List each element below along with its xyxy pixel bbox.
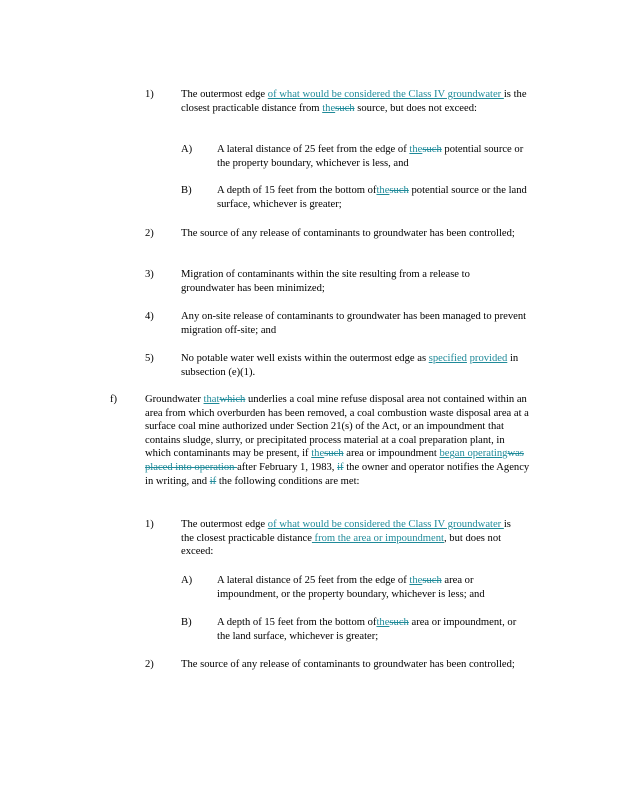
item-number: f)	[110, 394, 118, 405]
text-run: A depth of 15 feet from the bottom of	[217, 185, 377, 196]
item-text	[217, 574, 529, 601]
text-run: A lateral distance of 25 feet from the edge of	[217, 144, 410, 155]
item-number: 5)	[145, 353, 154, 364]
text-run: The outermost edge	[181, 89, 268, 100]
deleted-text: if	[337, 461, 344, 473]
inserted-text: the	[409, 575, 423, 586]
item-text	[217, 184, 537, 211]
item-text: Migration of contaminants within the site resulting from a release to groundwater has been minimized;	[181, 269, 470, 294]
item-number: 1)	[145, 519, 154, 530]
deleted-text: such	[335, 102, 355, 114]
inserted-text: the	[409, 144, 423, 155]
text-run: underlies a coal mine refuse disposal area not contained within an area from which overburden has been removed, a coal combustion waste disposal area at a surface coal mine authorized under Section 21(s) of the Act, or an impoundment that contains sludge, slurry, or precipitated process material at a coal preparation plant, in which contaminants may be present, if	[145, 394, 529, 460]
item-text	[181, 88, 533, 115]
item-text: The source of any release of contaminants to groundwater has been controlled;	[181, 228, 515, 239]
item-number: A)	[181, 144, 193, 155]
text-run: A depth of 15 feet from the bottom of	[217, 617, 377, 628]
inserted-text: of what would be considered the Class IV groundwater	[267, 89, 504, 100]
inserted-text: of what would be considered the Class IV groundwater	[267, 519, 504, 530]
text-run: the owner and operator notifies the Agency in writing, and	[145, 461, 530, 487]
item-text	[145, 393, 533, 488]
inserted-text: the	[376, 617, 390, 628]
item-number: 2)	[145, 659, 154, 670]
inserted-text: the	[322, 102, 336, 114]
deleted-text: if	[209, 475, 217, 487]
inserted-text: began operating	[439, 448, 508, 460]
text-run: No potable water well exists within the outermost edge as	[181, 353, 429, 364]
text-run: potential source or the land surface, whichever is greater;	[217, 185, 527, 210]
item-number: 1)	[145, 89, 154, 100]
deleted-text: such	[422, 144, 442, 155]
text-run: The outermost edge	[181, 519, 268, 530]
item-text	[217, 616, 522, 643]
deleted-text: such	[324, 448, 344, 460]
deleted-text: such	[389, 185, 409, 196]
item-number: 3)	[145, 269, 154, 280]
text-run: is the closest practicable distance from	[181, 89, 527, 114]
item-text	[181, 352, 526, 379]
text-run: the following conditions are met:	[216, 475, 360, 487]
inserted-text: the	[311, 448, 325, 460]
item-text: Any on-site release of contaminants to groundwater has been managed to prevent migration off-site; and	[181, 311, 527, 336]
inserted-text: from the area or impoundment	[311, 532, 444, 544]
text-run: source, but does not exceed:	[354, 102, 477, 114]
inserted-text: that	[203, 394, 220, 405]
text-run: Groundwater	[145, 394, 204, 405]
deleted-text: which	[219, 394, 246, 405]
inserted-text: the	[376, 185, 390, 196]
item-text	[181, 518, 511, 559]
item-number: 4)	[145, 311, 154, 322]
revised-text: provided	[469, 353, 508, 364]
text-run: is the closest practicable distance	[181, 519, 511, 544]
text-run: , but does not exceed:	[181, 532, 502, 558]
text-run: potential source or the property boundary, whichever is less, and	[217, 144, 524, 169]
item-text	[217, 143, 529, 170]
item-number: A)	[181, 575, 193, 586]
deleted-text: such	[389, 617, 409, 628]
item-number: 2)	[145, 228, 154, 239]
item-text: The source of any release of contaminants to groundwater has been controlled;	[181, 659, 515, 670]
inserted-text: specified	[428, 353, 467, 364]
item-number: B)	[181, 617, 192, 628]
text-run: area or impoundment	[343, 448, 440, 460]
text-run: in subsection (e)(1).	[181, 353, 519, 378]
text-run: A lateral distance of 25 feet from the edge of	[217, 575, 410, 586]
item-number: B)	[181, 185, 192, 196]
deleted-text: such	[422, 575, 442, 586]
text-run: area or impoundment, or the property boundary, whichever is less; and	[217, 575, 485, 600]
text-run: after February 1, 1983,	[237, 461, 338, 473]
text-run: area or impoundment, or the land surface, whichever is greater;	[217, 617, 517, 642]
deleted-text: was placed into operation	[145, 448, 524, 473]
